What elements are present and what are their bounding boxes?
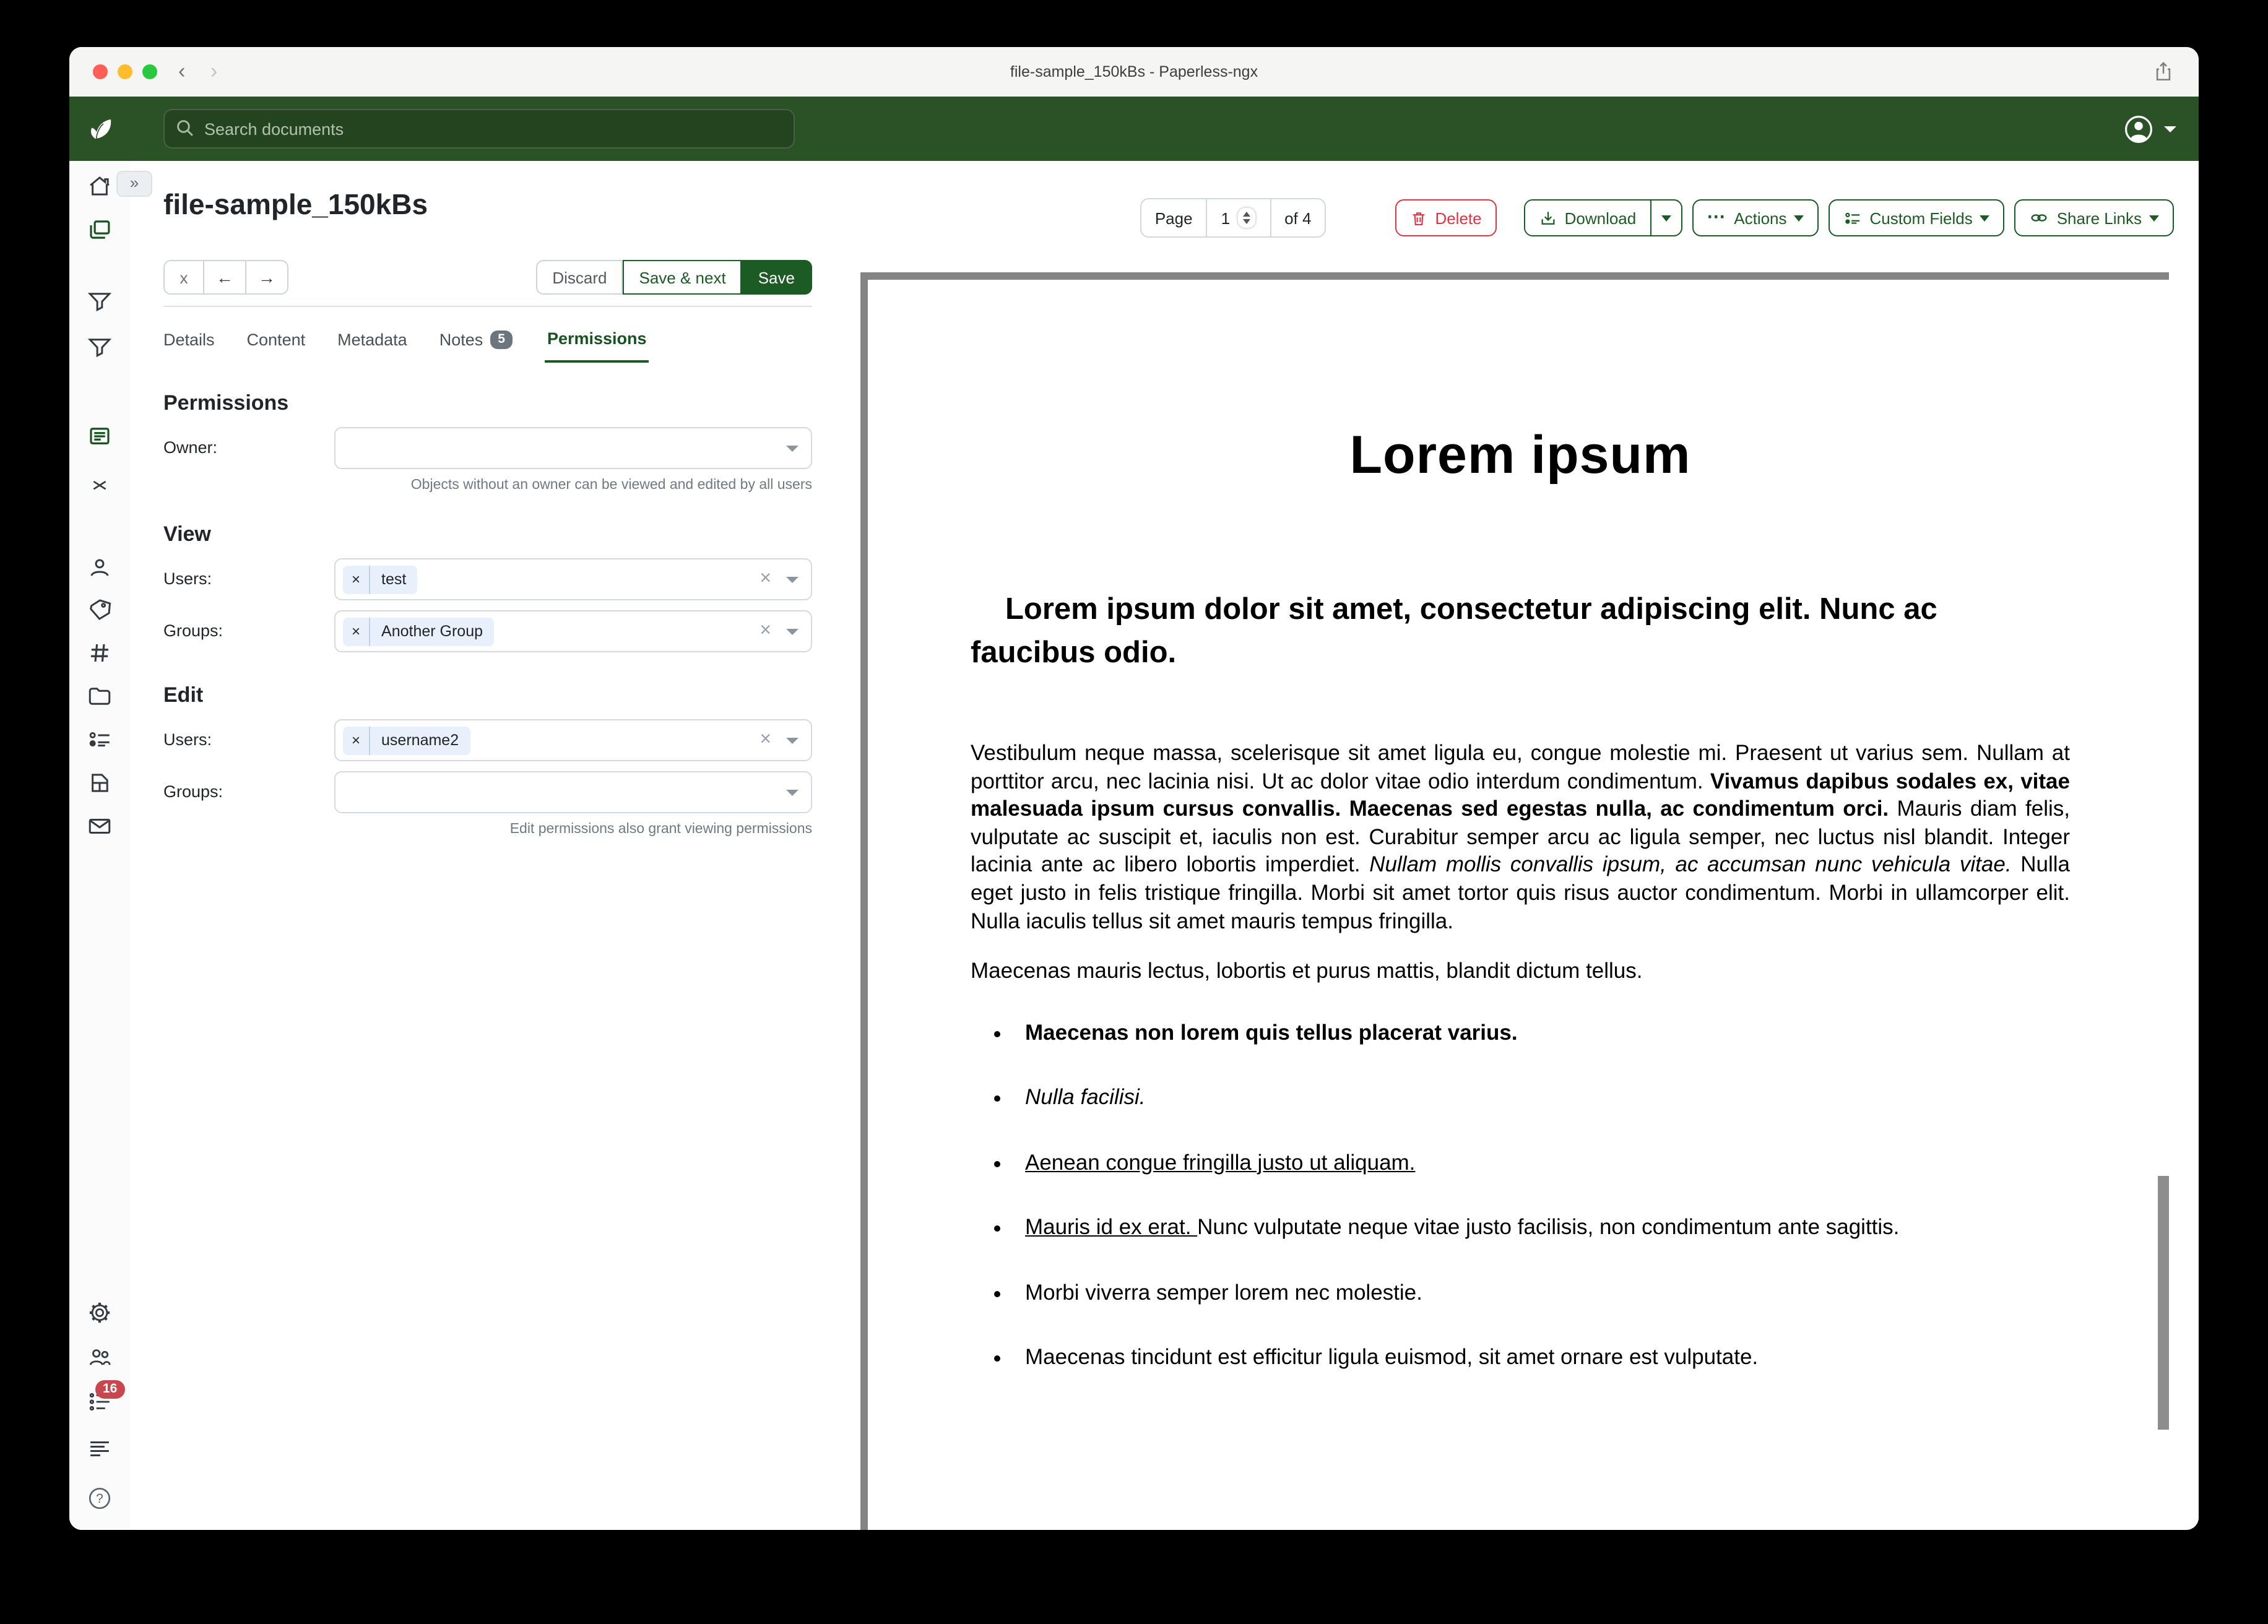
list-item: • Aenean congue fringilla justo ut aliquam. <box>1015 1147 2070 1179</box>
sidebar-item-tags[interactable] <box>87 597 113 623</box>
pdf-page <box>868 280 2169 1530</box>
tab-content[interactable]: Content <box>246 330 306 349</box>
sidebar-expand-button[interactable]: » <box>116 171 152 197</box>
sidebar-item-correspondents[interactable] <box>87 555 113 581</box>
divider <box>163 306 812 307</box>
save-next-button[interactable]: Save & next <box>623 260 742 295</box>
owner-help-text: Objects without an owner can be viewed and edited by all users <box>410 478 812 493</box>
chevron-down-icon <box>786 445 799 451</box>
document-edit-panel <box>163 161 812 838</box>
list-item: • Mauris id ex erat. Nunc vulputate neque vitae justo facilisis, non condimentum ante sagittis. <box>1015 1212 2070 1244</box>
tab-notes[interactable]: Notes 5 <box>439 329 513 363</box>
actions-button[interactable]: ⋯ Actions <box>1692 199 1819 236</box>
chevron-down-icon <box>786 628 799 634</box>
chevron-down-icon <box>1794 215 1804 221</box>
sidebar-item-workflows[interactable] <box>87 770 113 796</box>
remove-chip-icon[interactable]: × <box>343 617 370 646</box>
browser-back-button[interactable]: ‹ <box>178 59 186 83</box>
view-groups-select[interactable] <box>334 610 812 652</box>
pdf-bullet-list <box>971 1017 2070 1374</box>
edit-controls-row <box>163 260 812 295</box>
tasks-count-badge: 16 <box>95 1380 124 1399</box>
pdf-paragraph-2: Maecenas mauris lectus, lobortis et purus mattis, blandit dictum tellus. <box>971 958 1643 983</box>
page-number-stepper[interactable] <box>1206 199 1271 236</box>
clear-select-icon[interactable]: × <box>760 620 771 641</box>
search-icon <box>175 118 196 139</box>
page-navigation <box>1140 198 1327 238</box>
document-toolbar <box>1140 198 2174 238</box>
edit-users-row <box>163 719 812 761</box>
sidebar-item-documents[interactable] <box>87 217 113 243</box>
clear-select-icon[interactable]: × <box>760 568 771 589</box>
close-window-button[interactable] <box>93 64 108 79</box>
selected-group-chip: × Another Group <box>343 617 494 646</box>
app-header <box>69 97 2199 161</box>
document-title: file-sample_150kBs <box>163 188 428 220</box>
delete-button[interactable]: Delete <box>1395 199 1496 236</box>
preview-scrollbar[interactable] <box>2158 1176 2169 1430</box>
view-heading: View <box>163 522 211 546</box>
chevron-down-icon <box>2149 215 2159 221</box>
tab-metadata[interactable]: Metadata <box>337 330 407 349</box>
edit-users-label: Users: <box>163 730 212 749</box>
chevron-down-icon <box>786 737 799 743</box>
pdf-preview-pane[interactable] <box>860 272 2169 1530</box>
app-window <box>69 47 2199 1530</box>
browser-forward-button[interactable]: › <box>210 59 218 83</box>
share-icon[interactable] <box>2153 61 2174 83</box>
download-button[interactable]: Download <box>1525 201 1650 235</box>
share-links-button[interactable]: Share Links <box>2015 199 2174 236</box>
close-document-button[interactable]: x <box>163 260 204 295</box>
sidebar-item-custom-fields[interactable] <box>87 727 113 753</box>
pdf-title: Lorem ipsum <box>1349 426 1691 485</box>
doc-nav-group <box>163 260 288 295</box>
remove-chip-icon[interactable]: × <box>343 726 370 754</box>
sidebar-item-document-types[interactable] <box>87 640 113 666</box>
svg-text:?: ? <box>96 1492 103 1506</box>
chevron-down-icon <box>786 789 799 795</box>
edit-users-select[interactable] <box>334 719 812 761</box>
close-document-icon[interactable] <box>87 473 113 499</box>
list-item: • Maecenas tincidunt est efficitur ligula euismod, sit amet ornare est vulputate. <box>1015 1342 2070 1374</box>
stepper-arrows-icon[interactable] <box>1236 207 1256 229</box>
zoom-window-button[interactable] <box>142 64 157 79</box>
sidebar-item-storage-paths[interactable] <box>87 683 113 709</box>
sidebar-item-users-groups[interactable] <box>87 1344 113 1370</box>
link-icon <box>2030 209 2049 227</box>
search-input[interactable] <box>163 109 795 149</box>
download-dropdown-toggle[interactable] <box>1650 201 1681 235</box>
save-group <box>536 260 812 295</box>
edit-groups-select[interactable] <box>334 771 812 813</box>
download-split-button <box>1524 199 1682 236</box>
pdf-subheading: Lorem ipsum dolor sit amet, consectetur adipiscing elit. Nunc ac faucibus odio. <box>971 593 1937 670</box>
sidebar-item-saved-view-2[interactable] <box>87 334 113 360</box>
remove-chip-icon[interactable]: × <box>343 565 370 594</box>
discard-button[interactable]: Discard <box>536 260 623 295</box>
paperless-logo-icon[interactable] <box>69 113 130 145</box>
selected-user-chip: × username2 <box>343 726 470 754</box>
page-number-value: 1 <box>1221 209 1231 227</box>
main-content <box>130 161 2199 1530</box>
search-bar <box>163 109 795 149</box>
macos-titlebar <box>69 47 2199 98</box>
custom-fields-button[interactable]: Custom Fields <box>1829 199 2005 236</box>
ellipsis-icon: ⋯ <box>1707 207 1727 228</box>
tab-details[interactable]: Details <box>163 330 215 349</box>
save-button[interactable]: Save <box>742 260 812 295</box>
chevron-down-icon <box>786 576 799 582</box>
owner-label: Owner: <box>163 438 218 457</box>
list-item: • Maecenas non lorem quis tellus placerat varius. <box>1015 1017 2070 1049</box>
edit-groups-row <box>163 771 812 813</box>
pdf-paragraph-1: Vestibulum neque massa, scelerisque sit amet ligula eu, congue molestie mi. Praesent ut varius sem. Nullam at porttitor arcu, nec lacinia nisi. Ut ac dolor vitae odio interdum condimentum. Vivamus dapibus sodales ex, vitae malesuada ipsum cursus convallis. Maecenas sed egestas nulla, ac condimentum orci. Mauris diam felis, vulputate ac suscipit et, iaculis non est. Curabitur semper arcu ac ligula semper, nec luctus nisl blandit. Integer lacinia ante ac libero lobortis imperdiet. Nullam mollis convallis ipsum, ac accumsan nunc vehicula vitae. Nulla eget justo in felis tristique fringilla. Morbi sit amet tortor quis risus auctor condimentum. Morbi in ullamcorper elit. Nulla iaculis tellus sit amet mauris tempus fringilla. <box>971 740 2070 933</box>
list-item: • Nulla facilisi. <box>1015 1082 2070 1114</box>
download-icon <box>1539 209 1557 227</box>
chevron-down-icon <box>2164 126 2176 132</box>
sidebar-item-saved-view-1[interactable] <box>87 288 113 314</box>
chevron-down-icon <box>1661 215 1671 221</box>
previous-document-button[interactable]: ← <box>204 260 246 295</box>
owner-row <box>163 427 812 469</box>
sidebar-item-open-document[interactable] <box>87 423 113 449</box>
next-document-button[interactable]: → <box>246 260 288 295</box>
permissions-heading: Permissions <box>163 391 289 415</box>
sidebar-item-documentation[interactable] <box>87 1485 113 1511</box>
sidebar-item-logs[interactable] <box>87 1436 113 1462</box>
trash-icon <box>1410 209 1427 227</box>
sidebar-item-mail[interactable] <box>87 813 113 839</box>
selected-user-chip: × test <box>343 565 417 594</box>
sidebar-item-settings[interactable] <box>87 1300 113 1326</box>
avatar <box>2122 112 2155 145</box>
view-users-row <box>163 558 812 600</box>
custom-fields-icon <box>1844 209 1863 227</box>
tab-permissions[interactable]: Permissions <box>545 329 649 363</box>
user-menu[interactable] <box>2122 112 2176 145</box>
sidebar <box>69 161 131 1530</box>
page-count-label: of 4 <box>1284 209 1312 227</box>
view-users-select[interactable] <box>334 558 812 600</box>
page-label: Page <box>1154 209 1193 227</box>
chevron-down-icon <box>1980 215 1990 221</box>
edit-help-text: Edit permissions also grant viewing permissions <box>509 822 812 837</box>
list-item: • Morbi viverra semper lorem nec molestie. <box>1015 1277 2070 1309</box>
edit-groups-label: Groups: <box>163 782 223 801</box>
notes-count-badge: 5 <box>490 330 513 349</box>
sidebar-item-dashboard[interactable] <box>87 173 113 199</box>
tab-bar <box>163 329 812 363</box>
view-groups-label: Groups: <box>163 621 223 640</box>
edit-heading: Edit <box>163 683 204 707</box>
owner-select[interactable] <box>334 427 812 469</box>
clear-select-icon[interactable]: × <box>760 729 771 750</box>
view-groups-row <box>163 610 812 652</box>
view-users-label: Users: <box>163 569 212 588</box>
minimize-window-button[interactable] <box>118 64 132 79</box>
window-title: file-sample_150kBs - Paperless-ngx <box>1010 63 1258 80</box>
